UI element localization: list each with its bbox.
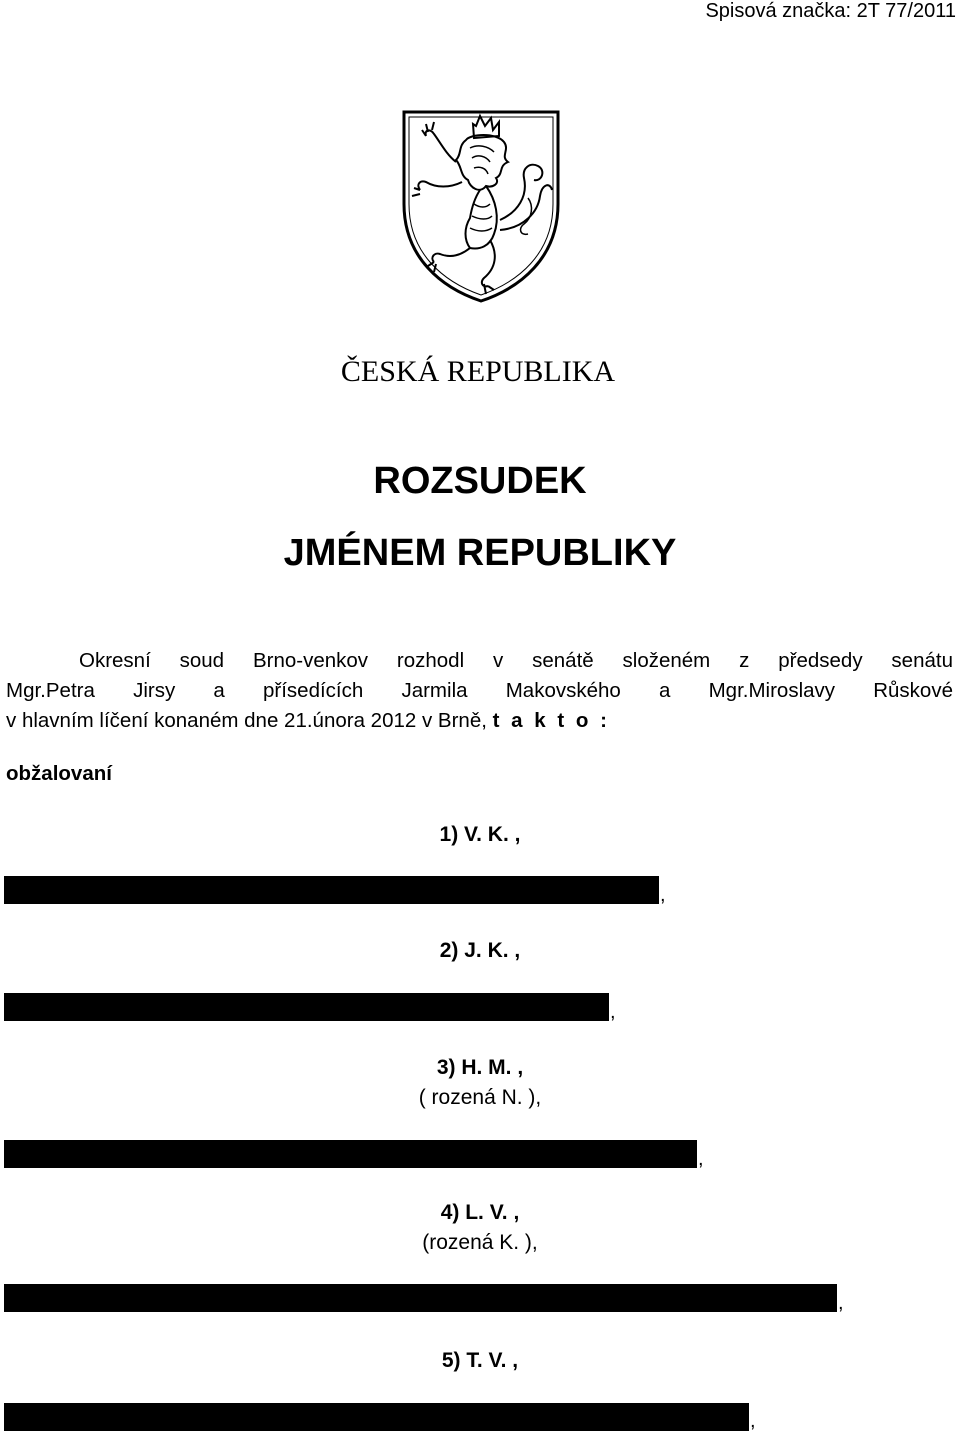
defendant-name: 4) L. V. , bbox=[440, 1201, 520, 1224]
intro-line-1: Okresní soud Brno-venkov rozhodl v senátě složeném z předsedy senátu bbox=[79, 649, 953, 672]
defendant-name: 3) H. M. , bbox=[436, 1056, 524, 1079]
defendant-4 bbox=[0, 1198, 960, 1258]
document-title: ROZSUDEK bbox=[373, 460, 587, 502]
defendant-2 bbox=[0, 936, 960, 966]
czech-coat-of-arms-icon bbox=[400, 108, 562, 304]
intro-line-3-text: v hlavním líčení konaném dne 21.února 2012 v Brně, bbox=[6, 709, 487, 732]
defendant-name: 1) V. K. , bbox=[439, 823, 521, 846]
redaction-bar bbox=[4, 876, 659, 904]
defendant-3 bbox=[0, 1053, 960, 1113]
trailing-comma: , bbox=[838, 1292, 844, 1314]
intro-tail: t a k t o : bbox=[492, 709, 610, 732]
document-subtitle: JMÉNEM REPUBLIKY bbox=[283, 532, 677, 574]
defendant-1 bbox=[0, 820, 960, 850]
defendant-birth-name: ( rozená N. ), bbox=[418, 1086, 542, 1109]
trailing-comma: , bbox=[698, 1148, 704, 1170]
intro-line-2: Mgr.Petra Jirsy a přísedících Jarmila Makovského a Mgr.Miroslavy Růskové bbox=[6, 679, 953, 702]
redaction-bar bbox=[4, 1403, 749, 1431]
redaction-bar bbox=[4, 993, 609, 1021]
file-number: Spisová značka: 2T 77/2011 bbox=[705, 0, 956, 22]
redaction-bar bbox=[4, 1284, 837, 1312]
defendant-name: 2) J. K. , bbox=[439, 939, 521, 962]
country-heading: ČESKÁ REPUBLIKA bbox=[340, 355, 616, 388]
trailing-comma: , bbox=[610, 1001, 616, 1023]
defendant-birth-name: (rozená K. ), bbox=[422, 1231, 538, 1254]
trailing-comma: , bbox=[750, 1410, 756, 1432]
defendant-5 bbox=[0, 1346, 960, 1376]
intro-line-3 bbox=[6, 706, 953, 736]
trailing-comma: , bbox=[660, 884, 666, 906]
redaction-bar bbox=[4, 1140, 697, 1168]
intro-paragraph bbox=[6, 646, 953, 736]
defendants-label: obžalovaní bbox=[6, 762, 112, 785]
defendant-name: 5) T. V. , bbox=[441, 1349, 519, 1372]
